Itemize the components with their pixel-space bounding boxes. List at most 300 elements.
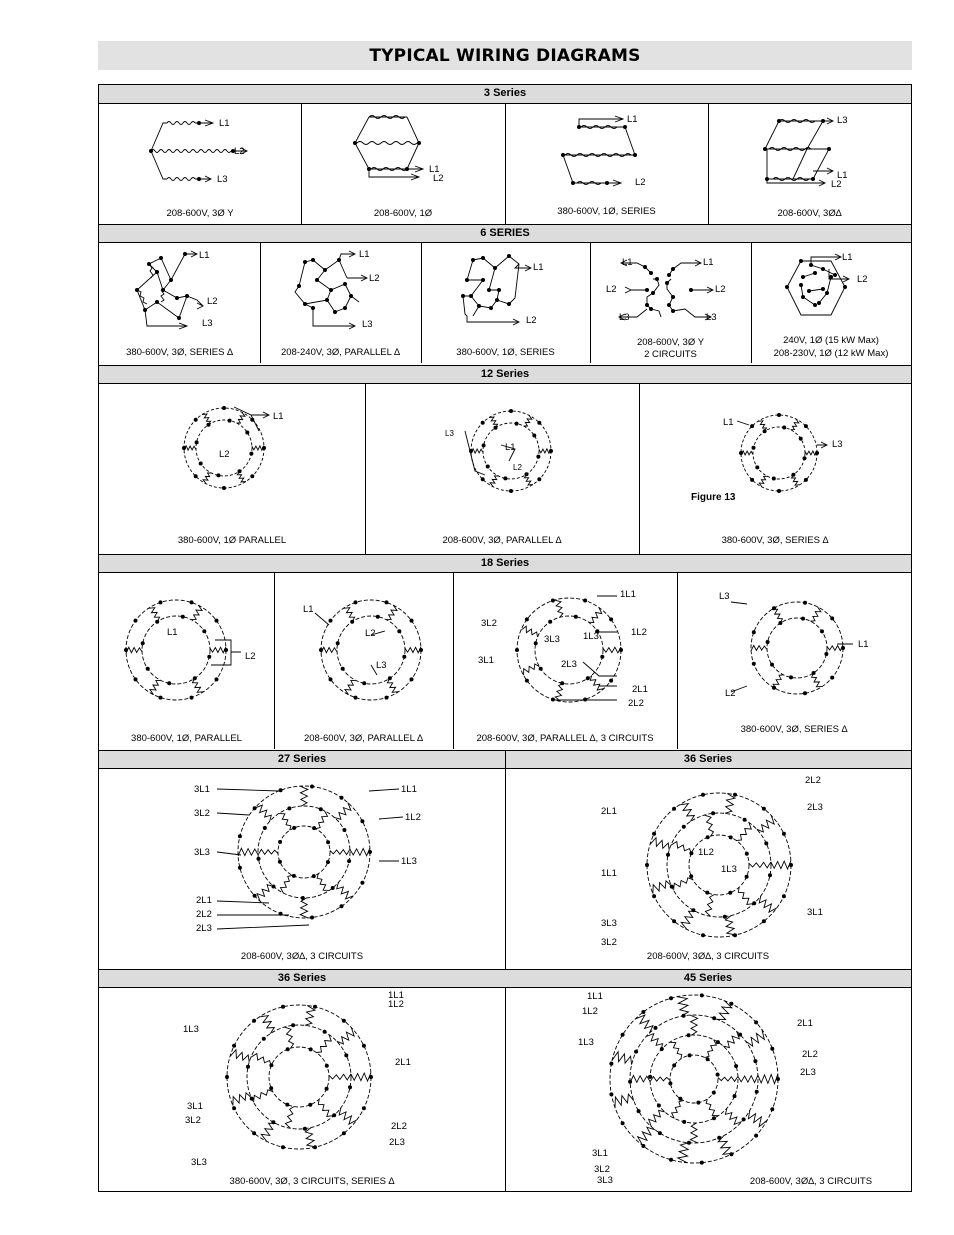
- terminal-dot: [804, 424, 808, 428]
- heater-coil: [305, 1128, 315, 1147]
- terminal-label: L3: [217, 174, 228, 185]
- heater-coil: [646, 1034, 663, 1050]
- terminal-dot: [397, 629, 401, 633]
- terminal-label: 1L2: [631, 627, 647, 638]
- divider: [639, 384, 640, 554]
- terminal-dot: [641, 1010, 645, 1014]
- terminal-dot: [700, 993, 704, 997]
- diagram-caption: 380-600V, 1Ø, SERIES: [456, 347, 555, 358]
- terminal-dot: [782, 832, 786, 836]
- heater-coil: [738, 887, 753, 904]
- terminal-label: 1L2: [698, 847, 714, 858]
- terminal-dot: [252, 1131, 256, 1135]
- diagram-caption: 208-600V, 3Ø, PARALLEL ∆: [303, 733, 423, 744]
- terminal-dot: [752, 662, 756, 666]
- page-title: TYPICAL WIRING DIAGRAMS: [369, 46, 641, 66]
- terminal-label: 1L1: [401, 784, 417, 795]
- diagram-caption: 380-600V, 3Ø, 3 CIRCUITS, SERIES ∆: [229, 1176, 395, 1187]
- terminal-label: 2L3: [561, 659, 577, 670]
- terminal-dot: [232, 1044, 236, 1048]
- diagram-caption: 208-600V, 3Ø, PARALLEL ∆, 3 CIRCUITS: [476, 733, 654, 744]
- diagram-6-series-e: [779, 251, 879, 331]
- terminal-dot: [313, 1005, 317, 1009]
- terminal-dot: [762, 919, 766, 923]
- terminal-dot: [410, 677, 414, 681]
- terminal-label: 1L1: [587, 991, 603, 1002]
- terminal-label: 2L3: [196, 923, 212, 934]
- terminal-dot: [654, 1026, 658, 1030]
- terminal-dot: [609, 1092, 613, 1096]
- terminal-label: 2L3: [389, 1137, 405, 1148]
- heater-coil: [555, 684, 563, 702]
- terminal-dot: [682, 825, 686, 829]
- terminal-dot: [515, 422, 519, 426]
- terminal-label: L2: [207, 296, 218, 307]
- terminal-label: L2: [715, 284, 726, 295]
- heater-coil: [233, 1093, 251, 1106]
- terminal-label: L3: [706, 312, 717, 323]
- section-header-18-series: 18 Series: [99, 554, 911, 573]
- terminal-dot: [486, 465, 490, 469]
- terminal-dot: [672, 919, 676, 923]
- terminal-dot: [754, 1020, 758, 1024]
- terminal-dot: [216, 473, 220, 477]
- terminal-label: 3L2: [185, 1115, 201, 1126]
- heater-coil: [339, 1108, 357, 1124]
- terminal-dot: [215, 677, 219, 681]
- terminal-dot: [362, 681, 366, 685]
- terminal-dot: [336, 641, 340, 645]
- terminal-dot: [249, 452, 253, 456]
- terminal-dot: [215, 619, 219, 623]
- heater-coil: [203, 473, 211, 484]
- heater-coil: [285, 1107, 294, 1129]
- heater-coil: [792, 475, 800, 486]
- diagram-caption: 208-600V, 3Ø∆, 3 CIRCUITS: [646, 951, 770, 962]
- diagram-caption: 380-600V, 1Ø PARALLEL: [177, 535, 287, 546]
- terminal-dot: [711, 811, 715, 815]
- terminal-dot: [743, 818, 747, 822]
- terminal-dot: [525, 679, 529, 683]
- terminal-dot: [789, 675, 793, 679]
- terminal-dot: [770, 1107, 774, 1111]
- heater-coil: [653, 881, 671, 894]
- terminal-label: 3L2: [194, 808, 210, 819]
- terminal-dot: [159, 600, 163, 604]
- terminal-label: 1L1: [601, 868, 617, 879]
- terminal-dot: [481, 477, 485, 481]
- terminal-dot: [350, 620, 354, 624]
- heater-coil: [704, 815, 713, 836]
- terminal-dot: [232, 1106, 236, 1110]
- heater-coil: [612, 1052, 632, 1065]
- terminal-dot: [645, 863, 649, 867]
- terminal-label: 1L2: [405, 812, 421, 823]
- terminal-dot: [621, 1033, 625, 1037]
- terminal-dot: [551, 698, 555, 702]
- diagram-caption: 380-600V, 3Ø, SERIES ∆: [740, 724, 848, 735]
- terminal-dot: [194, 474, 198, 478]
- terminal-dot: [755, 1090, 759, 1094]
- heater-coil: [126, 647, 142, 653]
- terminal-dot: [728, 891, 732, 895]
- heater-coil: [671, 842, 691, 854]
- terminal-dot: [537, 421, 541, 425]
- heater-coil: [705, 895, 714, 917]
- terminal-dot: [701, 793, 705, 797]
- heater-coil: [812, 673, 823, 687]
- heater-coil: [718, 1076, 738, 1081]
- terminal-dot: [742, 1117, 746, 1121]
- terminal-dot: [804, 478, 808, 482]
- diagram-caption: 208-240V, 3Ø, PARALLEL ∆: [280, 347, 400, 358]
- terminal-dot: [733, 793, 737, 797]
- terminal-dot: [657, 1104, 661, 1108]
- terminal-dot: [194, 418, 198, 422]
- heater-coil: [772, 609, 783, 623]
- terminal-dot: [385, 696, 389, 700]
- terminal-dot: [734, 1064, 738, 1068]
- terminal-dot: [344, 1053, 348, 1057]
- diagram-27-leads: [209, 785, 419, 935]
- terminal-dot: [539, 667, 543, 671]
- terminal-label: 3L3: [597, 1175, 613, 1186]
- terminal-label: 2L1: [601, 806, 617, 817]
- terminal-dot: [285, 1103, 289, 1107]
- heater-coil: [649, 1110, 665, 1127]
- terminal-dot: [190, 600, 194, 604]
- diagram-18-series-c: [499, 590, 649, 715]
- terminal-dot: [706, 835, 710, 839]
- terminal-dot: [574, 615, 578, 619]
- terminal-label: 1L2: [388, 999, 404, 1010]
- terminal-dot: [329, 677, 333, 681]
- terminal-dot: [600, 655, 604, 659]
- terminal-dot: [141, 641, 145, 645]
- heater-coil: [259, 1016, 274, 1034]
- terminal-label: L2: [433, 173, 444, 184]
- heater-coil: [251, 1054, 271, 1066]
- terminal-label: 2L1: [196, 895, 212, 906]
- diagram-3-series-1ph: [351, 111, 461, 186]
- heater-coil: [261, 1123, 276, 1141]
- diagram-12-series-b: [461, 401, 571, 501]
- diagram-caption: 380-600V, 1Ø, SERIES: [557, 206, 656, 217]
- terminal-label: L3: [376, 660, 387, 671]
- heater-coil: [337, 1028, 354, 1045]
- heater-coil: [305, 1006, 315, 1026]
- terminal-dot: [750, 424, 754, 428]
- terminal-dot: [696, 1101, 700, 1105]
- heater-coil: [284, 1027, 293, 1048]
- terminal-dot: [770, 1047, 774, 1051]
- terminal-label: 3L3: [601, 918, 617, 929]
- heater-coil: [757, 816, 774, 833]
- section-header-12-series: 12 Series: [99, 365, 911, 384]
- terminal-dot: [329, 619, 333, 623]
- terminal-label: 3L1: [478, 655, 494, 666]
- terminal-label: L3: [719, 591, 730, 602]
- diagram-caption: 380-600V, 3Ø, SERIES ∆: [126, 347, 233, 358]
- heater-coil: [387, 678, 398, 692]
- terminal-dot: [362, 1106, 366, 1110]
- terminal-dot: [325, 1064, 329, 1068]
- terminal-dot: [537, 477, 541, 481]
- heater-coil: [738, 1075, 758, 1082]
- terminal-label: 3L3: [544, 634, 560, 645]
- terminal-label: L2: [513, 463, 522, 472]
- heater-coil: [759, 476, 767, 487]
- heater-coil: [524, 415, 532, 426]
- heater-coil: [723, 1031, 739, 1048]
- heater-coil: [635, 1015, 653, 1033]
- terminal-dot: [250, 418, 254, 422]
- heater-coil: [759, 896, 777, 912]
- heater-coil: [590, 675, 604, 690]
- terminal-dot: [770, 663, 774, 667]
- terminal-dot: [402, 655, 406, 659]
- diagram-caption: 380-600V, 1Ø, PARALLEL: [131, 733, 242, 744]
- heater-coil: [771, 861, 791, 869]
- terminal-dot: [291, 1023, 295, 1027]
- diagram-caption: 208-600V, 1Ø: [373, 208, 433, 219]
- terminal-dot: [777, 489, 781, 493]
- terminal-label: L1: [723, 417, 734, 428]
- terminal-dot: [752, 446, 756, 450]
- terminal-dot: [766, 640, 770, 644]
- terminal-dot: [281, 1145, 285, 1149]
- terminal-label: L1: [858, 639, 869, 650]
- terminal-dot: [705, 891, 709, 895]
- terminal-dot: [682, 1120, 686, 1124]
- terminal-dot: [733, 1094, 737, 1098]
- terminal-label: L2: [369, 273, 380, 284]
- terminal-dot: [824, 652, 828, 656]
- terminal-dot: [762, 807, 766, 811]
- diagram-caption: 208-600V, 3Ø∆: [777, 208, 842, 219]
- terminal-label: 2L2: [196, 909, 212, 920]
- terminal-dot: [652, 832, 656, 836]
- heater-coil: [677, 997, 688, 1017]
- diagram-caption: 240V, 1Ø (15 kW Max): [783, 335, 879, 346]
- terminal-dot: [193, 676, 197, 680]
- terminal-dot: [509, 489, 513, 493]
- diagram-3-series-y: [147, 115, 267, 190]
- divider: [677, 573, 678, 749]
- terminal-dot: [745, 875, 749, 879]
- terminal-dot: [752, 630, 756, 634]
- terminal-dot: [768, 873, 772, 877]
- heater-coil: [758, 421, 766, 432]
- terminal-dot: [207, 423, 211, 427]
- heater-coil: [237, 412, 245, 423]
- terminal-dot: [181, 615, 185, 619]
- heater-coil: [191, 605, 202, 619]
- terminal-dot: [222, 406, 226, 410]
- terminal-label: 1L3: [721, 864, 737, 875]
- section-header-45-series: 45 Series: [505, 969, 911, 988]
- title-bar: [98, 41, 912, 70]
- terminal-dot: [716, 1073, 720, 1077]
- terminal-dot: [342, 1019, 346, 1023]
- heater-coil: [343, 608, 354, 622]
- terminal-label: L1: [842, 252, 853, 263]
- heater-coil: [630, 1075, 650, 1082]
- terminal-label: L1: [622, 257, 633, 268]
- terminal-dot: [222, 486, 226, 490]
- terminal-dot: [712, 1091, 716, 1095]
- diagram-18-series-b: [311, 595, 441, 715]
- terminal-label: L1: [199, 250, 210, 261]
- terminal-label: L2: [245, 651, 256, 662]
- terminal-dot: [134, 619, 138, 623]
- terminal-dot: [830, 676, 834, 680]
- terminal-dot: [348, 1085, 352, 1089]
- diagram-36-series-b: [217, 997, 387, 1157]
- terminal-label: 3L1: [807, 907, 823, 918]
- heater-coil: [345, 680, 356, 694]
- terminal-dot: [672, 807, 676, 811]
- terminal-dot: [228, 419, 232, 423]
- terminal-dot: [648, 1075, 652, 1079]
- terminal-dot: [385, 600, 389, 604]
- heater-coil: [351, 1073, 371, 1081]
- terminal-dot: [755, 465, 759, 469]
- terminal-dot: [689, 874, 693, 878]
- terminal-dot: [750, 478, 754, 482]
- terminal-dot: [609, 679, 613, 683]
- divider: [260, 243, 261, 363]
- terminal-dot: [482, 443, 486, 447]
- terminal-dot: [199, 462, 203, 466]
- terminal-dot: [637, 1109, 641, 1113]
- terminal-dot: [308, 1103, 312, 1107]
- terminal-dot: [812, 671, 816, 675]
- section-header-3-series: 3 Series: [99, 85, 911, 104]
- divider: [453, 573, 454, 749]
- terminal-dot: [309, 1047, 313, 1051]
- terminal-label: L2: [219, 449, 230, 460]
- terminal-label: L2: [725, 688, 736, 699]
- terminal-dot: [678, 1097, 682, 1101]
- heater-coil: [650, 1077, 670, 1082]
- terminal-label: L1: [627, 114, 638, 125]
- divider: [421, 243, 422, 363]
- terminal-dot: [706, 1057, 710, 1061]
- heater-coil: [148, 608, 159, 622]
- heater-coil: [672, 1101, 684, 1119]
- diagram-caption: 208-600V, 3Ø∆, 3 CIRCUITS: [749, 1176, 873, 1187]
- diagram-caption: 208-600V, 3Ø∆, 3 CIRCUITS: [240, 951, 364, 962]
- terminal-label: 1L2: [582, 1006, 598, 1017]
- diagram-caption: 208-600V, 3Ø, PARALLEL ∆: [442, 535, 562, 546]
- diagram-3-series-1ph-series: [559, 113, 669, 188]
- terminal-dot: [669, 1158, 673, 1162]
- terminal-dot: [325, 1087, 329, 1091]
- heater-coil: [746, 1029, 765, 1046]
- terminal-dot: [772, 477, 776, 481]
- diagram-caption: 380-600V, 3Ø, SERIES ∆: [721, 535, 829, 546]
- terminal-label: 2L2: [805, 775, 821, 786]
- heater-coil: [615, 1094, 634, 1107]
- terminal-dot: [668, 1081, 672, 1085]
- terminal-label: L1: [533, 262, 544, 273]
- heater-coil: [490, 476, 498, 487]
- terminal-dot: [341, 667, 345, 671]
- diagram-caption: 208-600V, 3Ø Y: [166, 208, 234, 219]
- terminal-dot: [609, 617, 613, 621]
- terminal-dot: [634, 1050, 638, 1054]
- heater-coil: [736, 823, 751, 841]
- terminal-dot: [754, 1134, 758, 1138]
- terminal-dot: [281, 1005, 285, 1009]
- terminal-dot: [688, 1053, 692, 1057]
- terminal-label: 3L1: [187, 1101, 203, 1112]
- terminal-dot: [712, 1016, 716, 1020]
- terminal-dot: [778, 621, 782, 625]
- terminal-label: L1: [429, 164, 440, 175]
- terminal-dot: [159, 696, 163, 700]
- terminal-dot: [246, 1065, 250, 1069]
- terminal-dot: [525, 617, 529, 621]
- terminal-label: 2L1: [797, 1018, 813, 1029]
- terminal-dot: [238, 469, 242, 473]
- terminal-label: L3: [619, 312, 630, 323]
- heater-coil: [202, 414, 211, 425]
- terminal-dot: [354, 600, 358, 604]
- terminal-dot: [155, 620, 159, 624]
- heater-coil: [321, 647, 337, 653]
- terminal-dot: [666, 853, 670, 857]
- terminal-dot: [803, 691, 807, 695]
- heater-coil: [678, 1143, 689, 1163]
- terminal-dot: [532, 434, 536, 438]
- terminal-dot: [583, 599, 587, 603]
- terminal-dot: [669, 996, 673, 1000]
- terminal-dot: [801, 617, 805, 621]
- terminal-label: 1L1: [388, 990, 404, 1001]
- terminal-dot: [225, 1075, 229, 1079]
- terminal-label: 2L3: [807, 802, 823, 813]
- heater-coil: [749, 862, 771, 868]
- terminal-dot: [658, 1131, 662, 1135]
- terminal-dot: [745, 852, 749, 856]
- terminal-dot: [652, 894, 656, 898]
- terminal-label: L2: [526, 315, 537, 326]
- diagram-45-series: [604, 993, 794, 1173]
- terminal-label: L1: [505, 442, 516, 453]
- terminal-dot: [583, 698, 587, 702]
- heater-coil: [386, 605, 397, 619]
- terminal-dot: [410, 619, 414, 623]
- diagram-12-series-c: [729, 405, 839, 505]
- terminal-label: 3L2: [481, 618, 497, 629]
- terminal-label: 2L1: [395, 1057, 411, 1068]
- terminal-dot: [323, 1030, 327, 1034]
- terminal-dot: [687, 1033, 691, 1037]
- heater-coil: [192, 678, 203, 692]
- terminal-label: 1L1: [620, 589, 636, 600]
- terminal-label: L2: [234, 146, 245, 157]
- terminal-dot: [503, 476, 507, 480]
- terminal-dot: [551, 599, 555, 603]
- terminal-label: 2L3: [800, 1067, 816, 1078]
- heater-coil: [748, 1110, 767, 1126]
- terminal-dot: [729, 835, 733, 839]
- terminal-dot: [388, 676, 392, 680]
- heater-coil: [705, 1040, 717, 1058]
- heater-coil: [681, 911, 696, 929]
